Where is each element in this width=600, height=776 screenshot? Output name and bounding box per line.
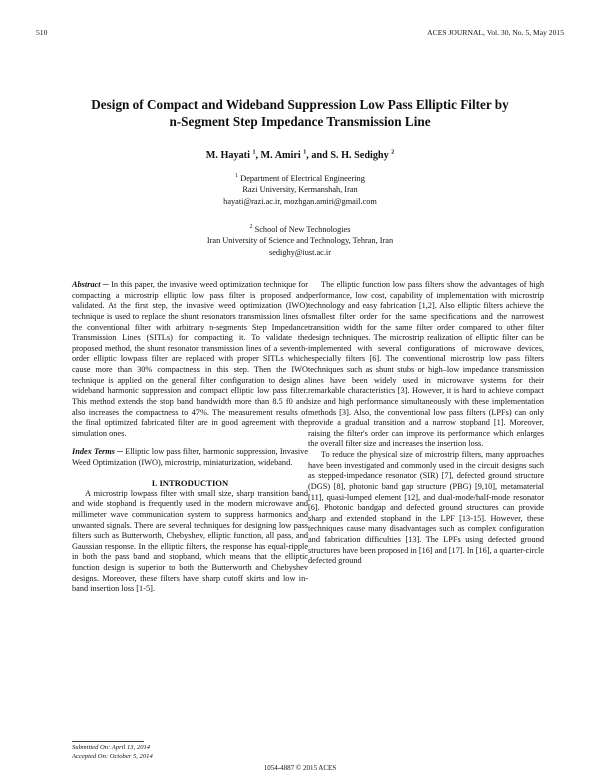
abstract-text: In this paper, the invasive weed optimization technique for compacting a microstrip elliptic low pass filter is proposed and validated. At the first step, the invasive weed optimization (IWO) technique is used to replace the shunt resonators transmission lines of the conventional filter with arbitrary n-segments Step Impedance Transmission Lines (SITLs) for compacting it. To validate the proposed method, the shunt resonator transmission lines of a seventh-order elliptic lowpass filter are replaced with proper SITLs which cause more than 30% compactness in this step. Then the IWO technique is applied on the general filter configuration to design a wideband harmonic suppression and compact elliptic low pass filter. This method extends the stop band bandwidth more than 8.5 f0 and also increases the compactness to 47%. The measurement results of the final optimized fabricated filter are in good agreement with the simulation ones. — [72, 280, 308, 438]
footnote — [72, 744, 153, 761]
index-terms-label: Index Terms — [72, 447, 115, 457]
paper-title — [40, 96, 560, 130]
affiliation-2 — [40, 224, 560, 258]
intro-paragraph-1: A microstrip lowpass filter with small size, sharp transition band and wide stopband is frequently used in the modern microwave and millimeter wave communication system to suppress harmonics and unwanted signals. There are several techniques for designing low pass filters such as Butterworth, Chebyshev, elliptic function, all pass, and Gaussian response. In the elliptic filters, the response has equal-ripple in both the pass band and stopband, which means that the elliptic function design is superior to both the Butterworth and Chebyshev designs. Moreover, these filters have sharp cutoff skirts and low in-band insertion loss [1-5]. — [72, 488, 308, 594]
author-3-sup: 2 — [391, 149, 395, 156]
title-line-2: n-Segment Step Impedance Transmission Line — [169, 114, 431, 129]
right-column — [308, 280, 544, 567]
affiliation-1-dept: Department of Electrical Engineering — [240, 174, 365, 183]
affiliation-2-inst: Iran University of Science and Technology, Tehran, Iran — [206, 236, 394, 246]
author-sep-2: , and — [306, 150, 331, 161]
abstract — [72, 280, 308, 439]
title-line-1: Design of Compact and Wideband Suppression Low Pass Elliptic Filter by — [91, 97, 509, 112]
author-1-sup: 1 — [252, 149, 256, 156]
affiliation-1-email: hayati@razi.ac.ir, mozhgan.amiri@gmail.com — [223, 196, 377, 206]
accepted-date: Accepted On: October 5, 2014 — [72, 752, 153, 760]
author-2: M. Amiri — [260, 150, 301, 161]
issn-footer: 1054-4887 © 2015 ACES — [263, 764, 337, 772]
author-1: M. Hayati — [205, 150, 250, 161]
journal-header: ACES JOURNAL, Vol. 30, No. 5, May 2015 — [427, 28, 564, 37]
section-heading-introduction: I. INTRODUCTION — [151, 477, 229, 488]
author-sep-1: , — [255, 150, 261, 161]
abstract-dash: ─ — [100, 280, 112, 289]
affiliation-1-inst: Razi University, Kermanshah, Iran — [242, 185, 358, 195]
author-3: S. H. Sedighy — [330, 150, 389, 161]
affiliation-1-sup: 1 — [235, 173, 239, 180]
running-header — [36, 28, 564, 40]
submitted-date: Submitted On: April 13, 2014 — [72, 744, 151, 751]
affiliation-2-email: sedighy@iust.ac.ir — [268, 247, 332, 257]
page-number: 510 — [36, 28, 48, 37]
footnote-rule — [72, 741, 144, 742]
intro-paragraph-3: To reduce the physical size of microstrip filters, many approaches have been investigated and commonly used in the circuit designs such as stepped-impedance resonator (SIR) [7], defected ground structure (DGS) [8], photonic band gap structure (PBG) [9,10], metamaterial [11], quasi-lumped element [12], and dual-mode/half-mode resonator [6]. Photonic bandgap and defected ground structures can provide sharp and extended stopband in the LPF [13-15]. However, these techniques cause many disadvantages such as complex configuration and fabrication difficulties [13]. The LPFs using defected ground structures have been proposed in [16] and [17]. In [16], a quarter-circle defected ground — [308, 450, 544, 566]
abstract-label: Abstract — [72, 280, 101, 289]
left-column — [72, 280, 308, 595]
index-terms — [72, 447, 308, 468]
affiliation-1 — [40, 173, 560, 207]
affiliation-2-sup: 2 — [249, 224, 253, 231]
intro-paragraph-2: The elliptic function low pass filters show the advantages of high performance, low cost, capability of implementation with microstrip technology and easy fabrication [1,2]. Also elliptic filters achieve the smallest filter order for the same specifications and the narrowest transition width for the same filter order compared to other filter design techniques. The microstrip realization of elliptic filter can be implemented with several configurations of microwave devices, especially filters [6]. The conventional microstrip low pass filters techniques such as shunt stubs or high–low impedance transmission lines have been widely used in microwave systems for their remarkable characteristics [3]. However, it is hard to achieve compact size and high performance simultaneously with these implementation methods [3]. Also, the conventional low pass filters (LPFs) can only provide a gradual transition and a narrow stopband [1]. Moreover, raising the filter's order can improve its performance which enlarges the overall filter size and increases the insertion loss. — [308, 280, 544, 449]
affiliation-2-dept: School of New Technologies — [254, 225, 351, 234]
author-2-sup: 1 — [303, 149, 307, 156]
index-terms-dash: ─ — [114, 447, 126, 457]
author-list — [40, 150, 560, 161]
index-terms-text: Elliptic low pass filter, harmonic suppression, Invasive Weed Optimization (IWO), microstrip, miniaturization, wideband. — [72, 447, 309, 467]
